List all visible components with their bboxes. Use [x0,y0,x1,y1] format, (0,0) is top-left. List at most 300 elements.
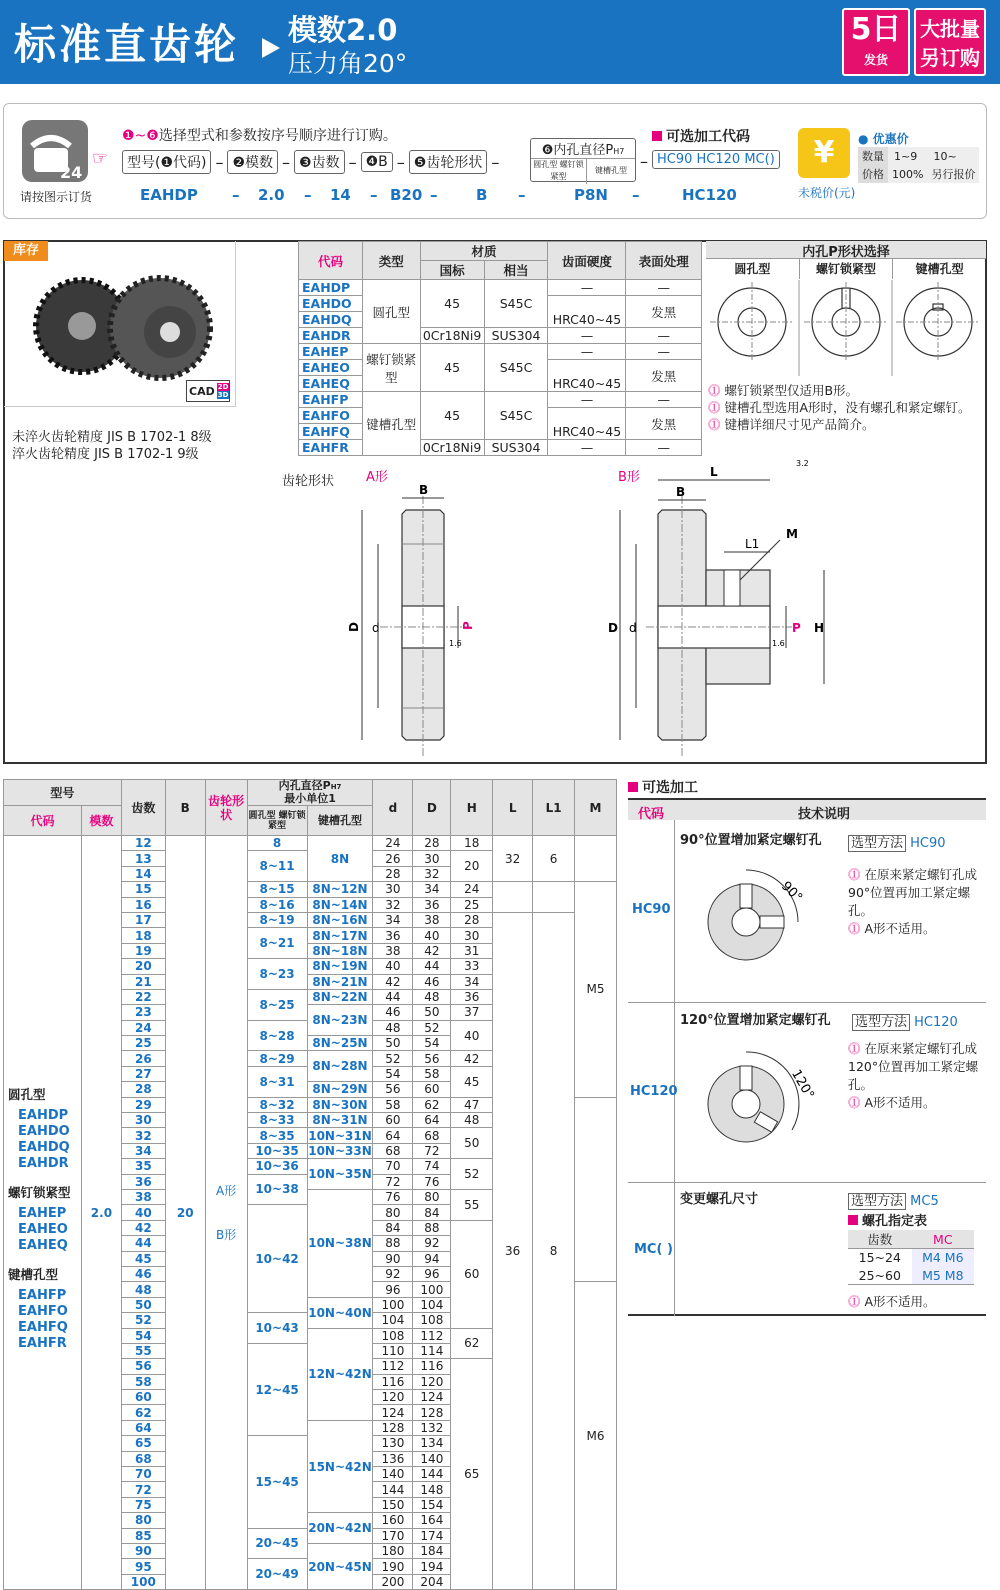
D-cell: 124 [413,1390,451,1405]
m-cell: M6 [575,1282,617,1590]
bore-key-cell: 8N~29N [307,1082,373,1097]
teeth-cell: 95 [121,1559,165,1574]
order-instruction: ❶~❻选择型式和参数按序号顺序进行订购。 [122,128,397,144]
bore-key-cell: 8N~23N [307,1005,373,1036]
D-cell: 194 [413,1559,451,1574]
hc90-notes: ⓵ 在原来紧定螺钉孔成90°位置再加工紧定螺孔。 ⓵ A形不适用。 [848,867,977,936]
bore-round-cell: 8~35 [247,1128,307,1143]
teeth-cell: 68 [121,1451,165,1466]
model-code: EAHDQ [18,1139,70,1155]
d-cell: 44 [373,989,413,1004]
d-cell: 128 [373,1420,413,1435]
spec-material: 45 [420,280,484,328]
accuracy-hardened: 淬火齿轮精度 JIS B 1702-1 9级 [12,447,199,462]
spec-hardness: HRC40~45 [548,360,626,392]
teeth-cell: 65 [121,1436,165,1451]
spec-hardness: — [548,280,626,296]
hc90-title: 90°位置增加紧定螺钉孔 [680,833,822,848]
model-code: EAHEQ [18,1237,68,1253]
spec-code: EAHDR [299,328,363,344]
gear-technical-drawing [340,460,840,760]
teeth-cell: 42 [121,1220,165,1235]
bore-note-3: ⓵ 键槽详细尺寸见产品简介。 [708,417,875,432]
D-cell: 40 [413,928,451,943]
h-cell: 60 [451,1220,493,1328]
d-cell: 92 [373,1266,413,1281]
spec-hardness: — [548,440,626,456]
teeth-cell: 70 [121,1467,165,1482]
spec-surface: — [626,280,702,296]
bore-round-cell: 8~29 [247,1051,307,1066]
d-cell: 96 [373,1282,413,1297]
h-cell: 25 [451,897,493,912]
bore-round-cell: 8~31 [247,1066,307,1097]
bore-key-cell: 10N~33N [308,1144,372,1158]
spec-type: 键槽孔型 [362,392,420,456]
spec-hardness: — [548,328,626,344]
model-code: EAHFP [18,1287,67,1303]
spec-code: EAHDQ [299,312,363,328]
stock-label: 库存 [4,241,48,261]
teeth-cell: 60 [121,1390,165,1405]
bore-round-cell: 15~45 [247,1436,307,1528]
b-cell: 20 [165,836,205,1590]
h-cell: 42 [451,1051,493,1066]
d-cell: 68 [373,1143,413,1158]
d-cell: 160 [373,1513,413,1528]
d-cell: 88 [373,1236,413,1251]
spec-equiv: S45C [484,280,548,328]
teeth-cell: 27 [121,1066,165,1081]
bore-key-cell: 15N~42N [307,1420,373,1512]
d-cell: 54 [373,1066,413,1081]
d-cell: 52 [373,1051,413,1066]
D-cell: 32 [413,866,451,881]
bore-key-cell: 8N~18N [307,943,373,958]
gear-photo [20,262,220,392]
shape-a: A形 [216,1183,237,1198]
D-cell: 48 [413,989,451,1004]
spec-row [299,280,702,296]
D-cell: 46 [413,974,451,989]
svg-text:D: D [608,621,618,635]
d-cell: 42 [373,974,413,989]
teeth-cell: 56 [121,1359,165,1374]
D-cell: 148 [413,1482,451,1497]
hc90-select: 选型方法 HC90 [848,832,946,851]
D-cell: 134 [413,1436,451,1451]
D-cell: 74 [413,1159,451,1174]
l-cell [493,882,533,913]
h-cell: 55 [451,1189,493,1220]
teeth-cell: 55 [121,1343,165,1358]
accuracy-unhardened: 未淬火齿轮精度 JIS B 1702-1 8级 [12,430,212,445]
svg-text:d: d [629,621,637,635]
model-type-label: 圆孔型 [8,1086,46,1102]
d-cell: 58 [373,1097,413,1112]
h-cell: 40 [451,1020,493,1051]
svg-text:d: d [372,621,380,635]
teeth-cell: 19 [121,943,165,958]
teeth-cell: 18 [121,928,165,943]
order-example: EAHDP – 2.0 – 14 – B20 – B – P8N – HC120 [140,186,737,204]
spec-code: EAHFO [299,408,363,424]
h-cell: 62 [451,1328,493,1359]
d-cell: 48 [373,1020,413,1035]
teeth-cell: 54 [121,1328,165,1343]
bore-round-cell: 8~19 [247,912,307,927]
h-cell: 33 [451,959,493,974]
teeth-cell: 35 [121,1159,165,1174]
bore-key-cell: 20N~42N [307,1513,373,1544]
D-cell: 72 [413,1143,451,1158]
page-title: 标准直齿轮 [14,20,240,69]
D-cell: 92 [413,1236,451,1251]
teeth-cell: 64 [121,1420,165,1435]
bore-key-cell: 8N~12N [307,882,373,897]
mc-code: MC( ) [634,1242,673,1257]
d-cell: 40 [373,959,413,974]
model-code: EAHFQ [18,1319,68,1335]
D-cell: 164 [413,1513,451,1528]
model-code: EAHFR [18,1335,67,1351]
h-cell: 45 [451,1066,493,1097]
d-cell: 104 [373,1313,413,1328]
h-cell: 52 [451,1159,493,1190]
teeth-cell: 12 [121,836,165,851]
mc-note: ⓵ A形不适用。 [848,1294,936,1309]
teeth-cell: 22 [121,989,165,1004]
teeth-cell: 29 [121,1097,165,1112]
model-code: EAHEO [18,1221,68,1237]
teeth-cell: 36 [121,1174,165,1189]
model-code: EAHDR [18,1155,69,1171]
teeth-cell: 20 [121,959,165,974]
bore-key-cell: 8N~14N [307,897,373,912]
d-cell: 32 [373,897,413,912]
phone-label: 请按图示订货 [20,190,93,204]
d-cell: 180 [373,1543,413,1558]
d-cell: 36 [373,928,413,943]
spec-equiv: S45C [484,392,548,440]
bore-round-cell: 20~45 [247,1528,307,1559]
main-spec-table: 型号 齿数 B 齿轮形状 内孔直径PH7 最小单位1 d D H L L1 M 代码 模数 圆孔型 螺钉锁紧型 键槽孔型 圆孔型 EAHDP EAHDO EAHDQ EAHDR 螺钉锁紧型 EAHEP EAHEO EAHEQ 键槽孔型 EAHFP EAHFO EAHFQ EAHFR 2.0 12 20 A形 B形 8 8N 24 28 18 32 6 13 8~11 26 30 20 14 28 32 15 8~15 8N~12N 30 34 24 M5 16 8~16 8N~14N 32 36 25 17 8~19 8N~16N 34 38 28 36 8 18 8~21 8N~17N 36 40 30 19 8N~18N 38 42 31 20 8~23 8N~19N 40 44 33 21 8N~21N 42 46 34 22 8~25 8N~22N 44 48 36 23 8N~23N 46 50 37 24 8~28 48 52 40 25 8N~25N 50 54 26 8~29 8N~28N 52 56 42 27 8~31 54 58 45 28 8N~29N 56 60 29 8~32 8N~30N 58 62 47 30 8~33 8N~31N 60 64 48 32 8~35 10N~31N 64 68 50 34 10~35 10N~33N 68 72 35 10~36 10N~35N 70 74 52 36 10~38 72 76 38 10N~38N 76 80 55 40 10~42 80 84 42 84 88 60 44 88 92 45 90 94 46 92 96 48 96 100 M6 50 10N~40N 100 104 52 10~43 104 108 54 12N~42N 108 112 62 55 12~45 110 114 56 112 116 65 58 116 120 60 120 124 62 124 128 64 15N~42N 128 132 65 15~45 130 134 68 136 140 70 140 144 72 144 148 75 150 154 80 20N~42N 160 164 85 20~45 170 174 90 20N~45N 180 184 95 20~49 190 194 100 200 204 [3,779,617,1590]
bore-round-cell: 10~36 [247,1159,307,1174]
teeth-cell: 100 [121,1574,165,1589]
d-cell: 50 [373,1036,413,1051]
mc-title: 变更螺孔尺寸 [680,1192,759,1207]
bore-round-cell: 10~43 [247,1313,307,1344]
module-cell: 2.0 [81,836,121,1590]
bore-round-cell: 10~38 [247,1174,307,1205]
D-cell: 44 [413,959,451,974]
svg-text:24: 24 [60,163,83,182]
d-cell: 108 [373,1328,413,1343]
model-code: EAHDO [18,1123,70,1139]
spec-surface: 发黑 [626,360,702,392]
bore-dash: – [640,152,648,171]
bore-key-cell: 20N~45N [307,1543,373,1589]
svg-text:1.6: 1.6 [449,639,462,648]
teeth-cell: 75 [121,1497,165,1512]
field-b[interactable]: ❹B [361,152,393,172]
bore-round-cell: 8~28 [247,1020,307,1051]
h-cell: 18 [451,836,493,851]
bore-key-cell: 10N~31N [308,1128,372,1143]
D-cell: 128 [413,1405,451,1420]
spec-material: 45 [420,392,484,440]
l1-cell [533,882,575,913]
model-code: EAHDP [18,1107,69,1123]
teeth-cell: 58 [121,1374,165,1389]
spec-surface: — [626,392,702,408]
spec-hardness: HRC40~45 [548,296,626,328]
spec-code: EAHEP [299,344,363,360]
teeth-cell: 50 [121,1297,165,1312]
svg-text:3.2: 3.2 [796,459,809,468]
spec-row [299,344,702,360]
teeth-cell: 80 [121,1513,165,1528]
spec-row [299,392,702,408]
spec-hardness: — [548,392,626,408]
D-cell: 132 [413,1420,451,1435]
D-cell: 144 [413,1467,451,1482]
m-cell [575,836,617,882]
d-cell: 200 [373,1574,413,1589]
D-cell: 84 [413,1205,451,1220]
d-cell: 24 [373,836,413,851]
d-cell: 112 [373,1359,413,1374]
d-cell: 80 [373,1205,413,1220]
m-cell: M5 [575,882,617,1097]
spec-surface: 发黑 [626,296,702,328]
teeth-cell: 62 [121,1405,165,1420]
spec-material: 45 [420,344,484,392]
D-cell: 116 [413,1359,451,1374]
teeth-cell: 17 [121,912,165,927]
d-cell: 150 [373,1497,413,1512]
discount-table: 数量 1~9 10~ 价格 100% 另行报价 [858,147,979,183]
d-cell: 30 [373,882,413,897]
d-cell: 116 [373,1374,413,1389]
teeth-cell: 48 [121,1282,165,1297]
bore-key-cell: 8N~25N [307,1036,373,1051]
bulk-badge: 大批量 另订购 [914,8,986,76]
D-cell: 42 [413,943,451,958]
mc-table-title: 螺孔指定表 [848,1210,927,1229]
l-cell: 32 [493,836,533,882]
bore-round-cell: 10~35 [247,1143,307,1158]
teeth-cell: 16 [121,897,165,912]
bore-key-cell: 8N~16N [307,912,373,927]
D-cell: 56 [413,1051,451,1066]
d-cell: 34 [373,912,413,927]
D-cell: 100 [413,1282,451,1297]
spec-surface: — [626,440,702,456]
d-cell: 56 [373,1082,413,1097]
D-cell: 184 [413,1543,451,1558]
D-cell: 52 [413,1020,451,1035]
shape-b-label: B形 [618,470,640,485]
shape-b: B形 [216,1227,237,1242]
bore-key-cell: 10N~38N [307,1189,373,1297]
d-cell: 90 [373,1251,413,1266]
teeth-cell: 30 [121,1113,165,1128]
D-cell: 76 [413,1174,451,1189]
d-cell: 28 [373,866,413,881]
h-cell: 37 [451,1005,493,1020]
d-cell: 120 [373,1390,413,1405]
bore-key-cell: 8N~31N [307,1113,373,1128]
D-cell: 120 [413,1374,451,1389]
D-cell: 104 [413,1297,451,1312]
model-code: EAHEP [18,1205,67,1221]
svg-text:120°: 120° [788,1067,817,1102]
D-cell: 30 [413,851,451,866]
spec-row [299,440,702,456]
cad-badge: CAD 2D 3D [186,380,230,402]
spec-surface: 发黑 [626,408,702,440]
bore-round-cell: 8~33 [247,1113,307,1128]
model-type-label: 螺钉锁紧型 [8,1184,71,1200]
addon-options[interactable]: HC90 HC120 MC() [652,150,780,169]
svg-text:D: D [347,622,361,632]
bore-key-cell: 8N~17N [307,928,373,943]
phone-24-icon [22,120,88,182]
bore-round-cell: 8 [247,836,307,851]
D-cell: 94 [413,1251,451,1266]
h-cell: 34 [451,974,493,989]
bore-shape-panel: 内孔P形状选择 圆孔型 螺钉锁紧型 键槽孔型 [706,241,986,279]
spec-code: EAHFR [299,440,363,456]
teeth-cell: 44 [121,1236,165,1251]
spec-surface: — [626,328,702,344]
bore-note-2: ⓵ 键槽孔型选用A形时，没有螺孔和紧定螺钉。 [708,400,971,415]
d-cell: 64 [373,1128,413,1143]
bore-round-cell: 8~15 [247,882,307,897]
D-cell: 50 [413,1005,451,1020]
teeth-cell: 72 [121,1482,165,1497]
spec-code: EAHDO [299,296,363,312]
d-cell: 170 [373,1528,413,1543]
spec-equiv: SUS304 [484,440,548,456]
mc-table: 齿数 MC 15~24 M4 M6 25~60 M5 M8 [848,1230,974,1285]
D-cell: 108 [413,1313,451,1328]
teeth-cell: 13 [121,851,165,866]
teeth-cell: 40 [121,1205,165,1220]
m-cell [575,1097,617,1282]
spec-row [299,328,702,344]
d-cell: 84 [373,1220,413,1235]
d-cell: 136 [373,1451,413,1466]
D-cell: 112 [413,1328,451,1343]
field-bore[interactable]: ❻内孔直径PH7 圆孔型 螺钉锁紧型 键槽孔型 [530,138,636,182]
h-cell: 48 [451,1113,493,1128]
order-fields: 型号(❶代码) – ❷模数 – ❸齿数 – ❹B – ❺齿轮形状 – [122,150,499,174]
teeth-cell: 24 [121,1020,165,1035]
bore-round-cell: 8~23 [247,959,307,990]
l-cell: 36 [493,912,533,1589]
options-header: 代码 技术说明 [628,798,986,820]
bore-key-cell: 8N~22N [307,989,373,1004]
svg-text:P: P [792,621,801,635]
hc120-code: HC120 [630,1084,678,1099]
model-codes-cell [4,836,82,1590]
bore-round-cell: 20~49 [247,1559,307,1590]
no-tax-label: 未税价(元) [798,186,856,200]
bore-key-cell: 8N~21N [307,974,373,989]
h-cell: 50 [451,1128,493,1159]
d-cell: 60 [373,1113,413,1128]
gear-shape-label: 齿轮形状 [282,474,335,489]
D-cell: 58 [413,1066,451,1081]
svg-text:H: H [814,621,825,635]
teeth-cell: 85 [121,1528,165,1543]
d-cell: 140 [373,1467,413,1482]
options-title: 可选加工 [628,777,698,797]
D-cell: 174 [413,1528,451,1543]
d-cell: 130 [373,1436,413,1451]
teeth-cell: 15 [121,882,165,897]
D-cell: 38 [413,912,451,927]
D-cell: 62 [413,1097,451,1112]
D-cell: 54 [413,1036,451,1051]
bore-key-cell: 12N~42N [307,1328,373,1420]
teeth-cell: 26 [121,1051,165,1066]
teeth-cell: 25 [121,1036,165,1051]
teeth-cell: 46 [121,1266,165,1281]
title-angle: 压力角20° [288,49,408,78]
d-cell: 110 [373,1343,413,1358]
D-cell: 204 [413,1574,451,1589]
addon-title: 可选加工代码 [652,126,750,146]
bore-key-cell: 10N~35N [307,1159,373,1190]
bore-note-1: ⓵ 螺钉锁紧型仅适用B形。 [708,383,859,398]
D-cell: 34 [413,882,451,897]
bore-round-cell: 10~42 [247,1205,307,1313]
d-cell: 100 [373,1297,413,1312]
bore-key-cell: 10N~40N [307,1297,373,1328]
field-teeth[interactable]: ❸齿数 [294,150,345,174]
spec-code: EAHEO [299,360,363,376]
h-cell: 28 [451,912,493,927]
spec-material: 0Cr18Ni9 [420,440,484,456]
field-module[interactable]: ❷模数 [227,150,278,174]
spec-type: 螺钉锁紧型 [362,344,420,392]
bore-round-cell: 8~32 [247,1097,307,1112]
d-cell: 76 [373,1189,413,1204]
field-shape[interactable]: ❺齿轮形状 [409,150,488,174]
spec-equiv: SUS304 [484,328,548,344]
bore-round-cell: 8~25 [247,989,307,1020]
h-cell: 65 [451,1359,493,1590]
teeth-cell: 52 [121,1313,165,1328]
shape-a-label: A形 [366,470,388,485]
l1-cell: 6 [533,836,575,882]
teeth-cell: 38 [121,1189,165,1204]
model-type-label: 键槽孔型 [8,1266,59,1282]
d-cell: 46 [373,1005,413,1020]
field-code[interactable]: 型号(❶代码) [122,150,211,174]
shape-cell [205,836,247,1590]
d-cell: 144 [373,1482,413,1497]
D-cell: 28 [413,836,451,851]
spec-code: EAHDP [299,280,363,296]
hc120-title: 120°位置增加紧定螺钉孔 [680,1013,831,1028]
h-cell: 31 [451,943,493,958]
h-cell: 36 [451,989,493,1004]
teeth-cell: 90 [121,1543,165,1558]
